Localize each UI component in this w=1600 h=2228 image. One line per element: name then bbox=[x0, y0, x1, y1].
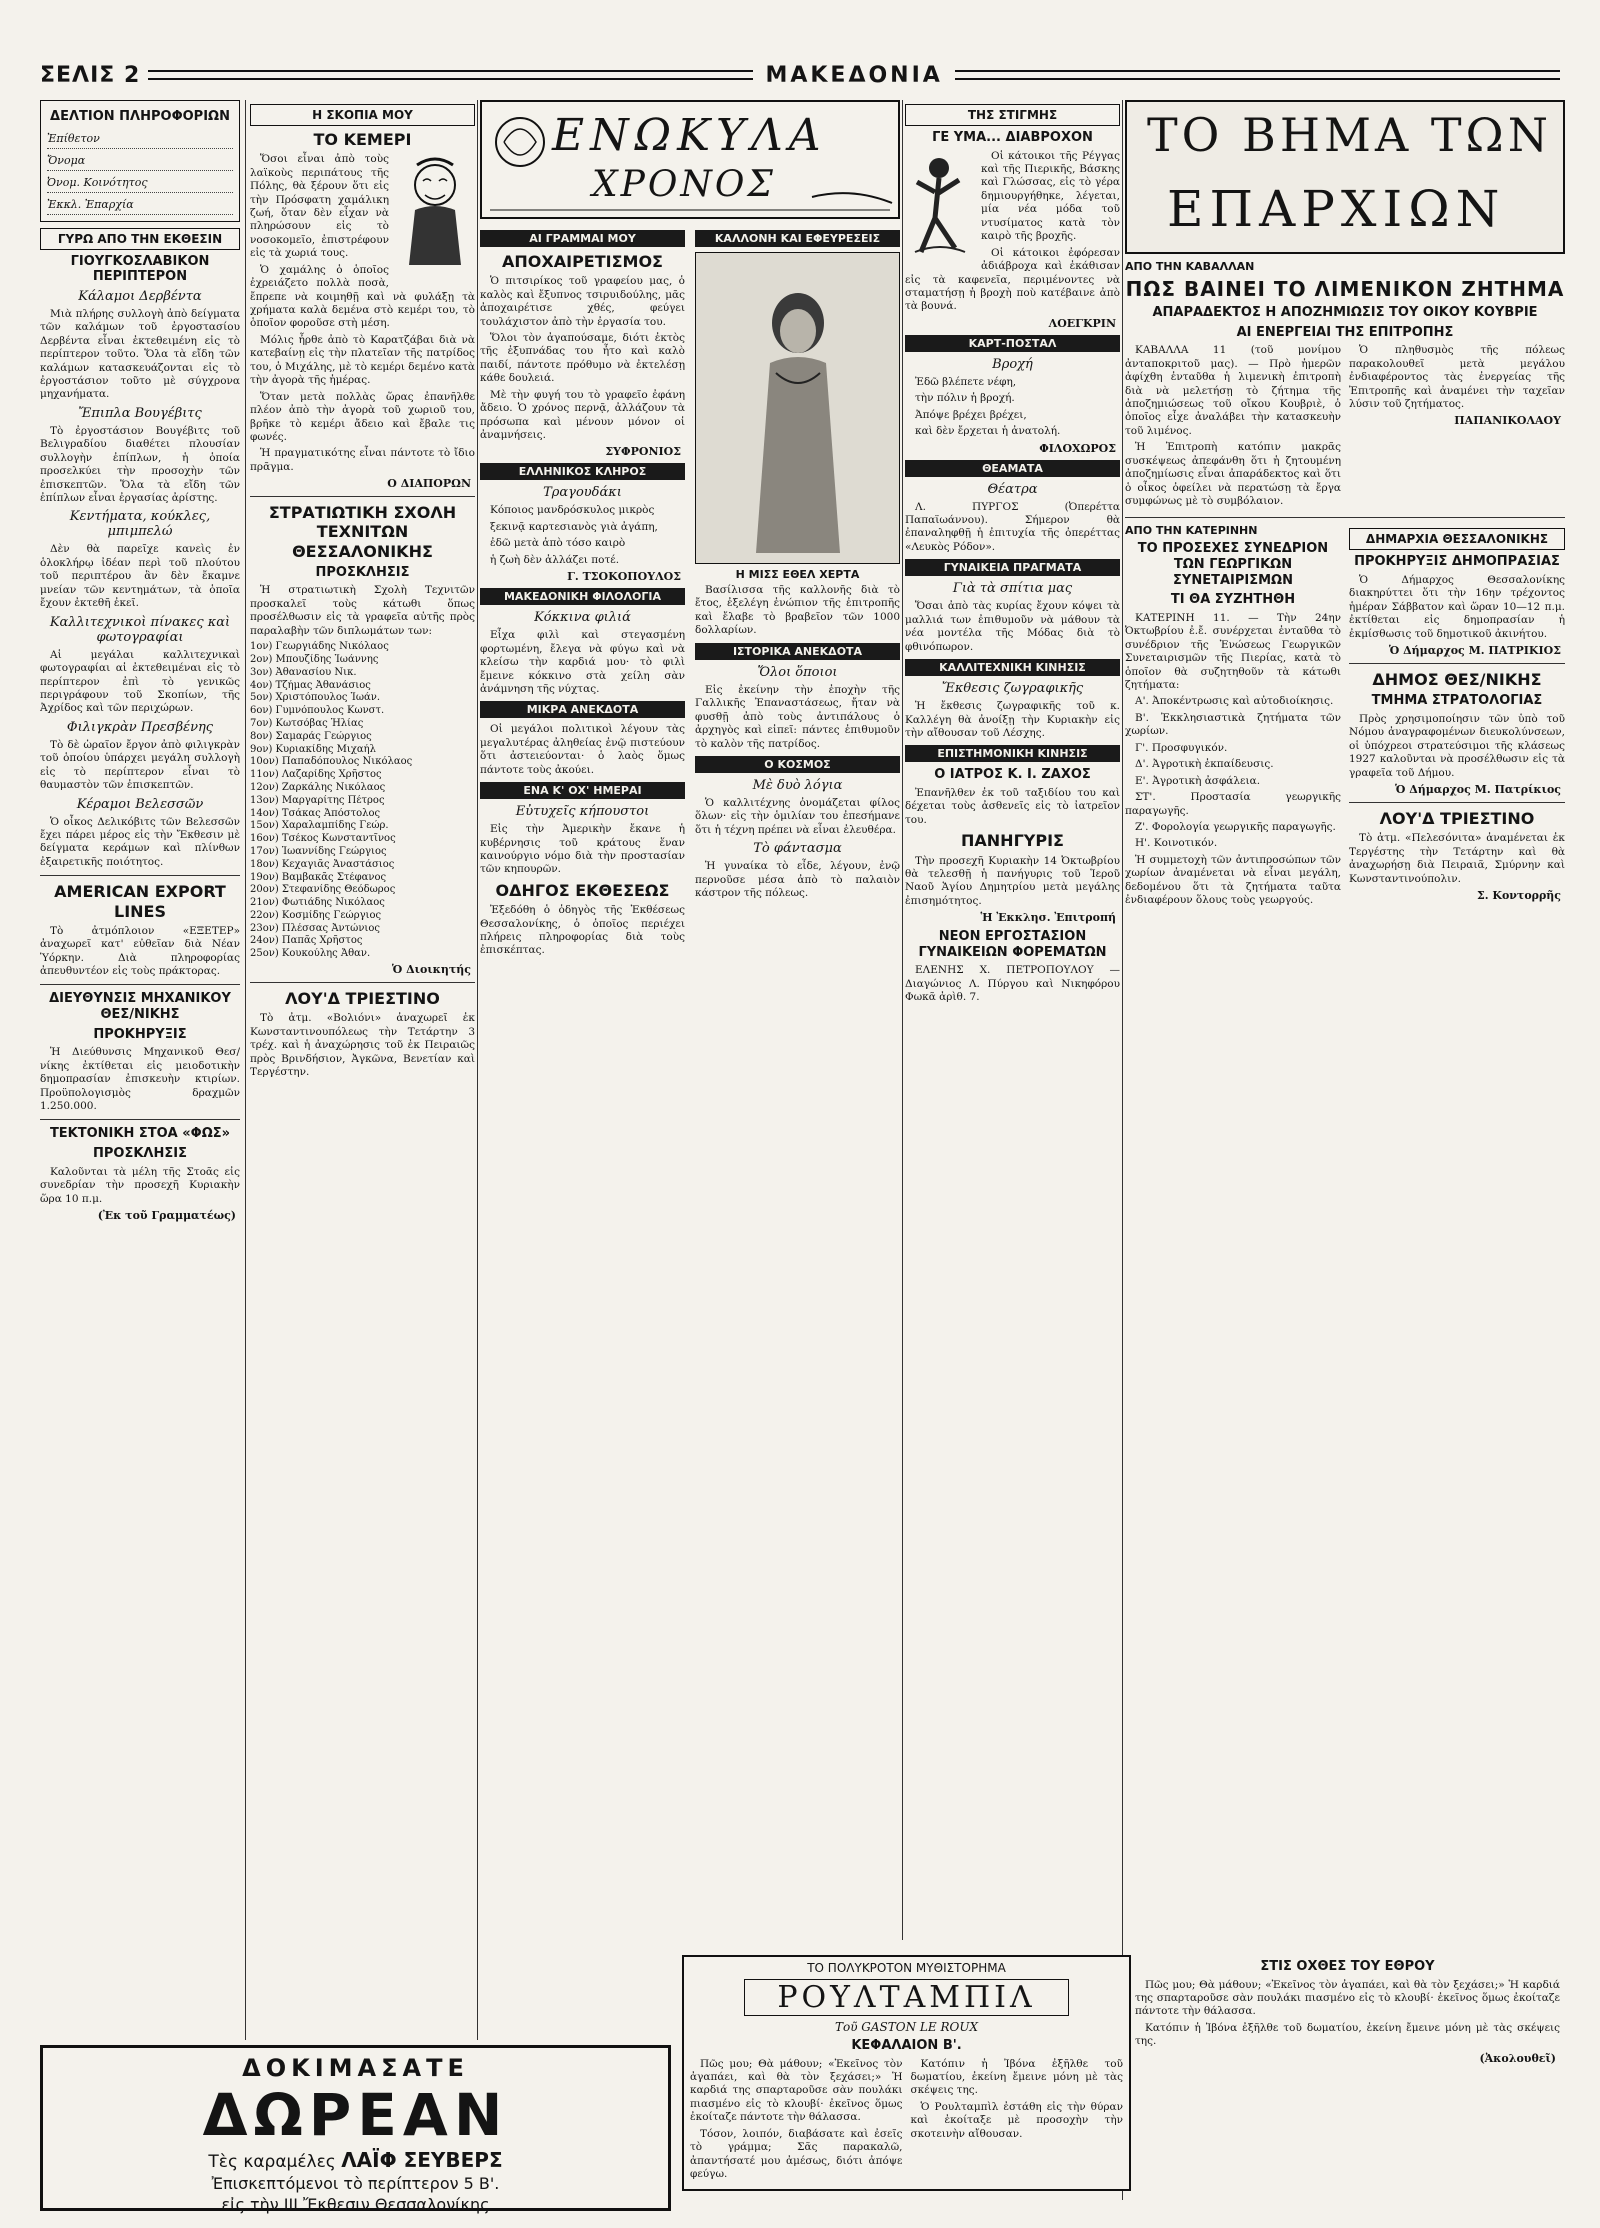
headline: ΠΩΣ ΒΑΙΝΕΙ ΤΟ ΛΙΜΕΝΙΚΟΝ ΖΗΤΗΜΑ bbox=[1125, 277, 1565, 301]
roster-item: 19ον) Βαμβακᾶς Στέφανος bbox=[250, 871, 387, 883]
column-rule bbox=[477, 100, 478, 2040]
article-paragraph: Ἡ γυναίκα τὸ εἶδε, λέγουν, ἐνῷ περνοῦσε μέσα ἀπὸ τὸ παλαιὸν κάστρον τῆς πόλεως. bbox=[695, 860, 900, 900]
article-title: Τραγουδάκι bbox=[543, 485, 622, 501]
section-header: ΚΑΛΛΙΤΕΧΝΙΚΗ ΚΙΝΗΣΙΣ bbox=[905, 659, 1120, 676]
item-text: Τὸ ἐργοστάσιον Βουγέβιτς τοῦ Βελιγραδίου διαθέτει πλουσίαν συλλογὴν ἐπίπλων, ἡ ὁποία προσελκύει τὴν προσοχὴν τῶν ἐπισκεπτῶν. Ὅλα τὰ εἴδη τῶν ἐπίπλων εἶναι ἐργασίας ἀρίστης. bbox=[40, 424, 240, 505]
article-title: Βροχή bbox=[992, 356, 1033, 372]
notice-subtitle: ΠΡΟΣΚΛΗΣΙΣ bbox=[315, 564, 410, 580]
notice-title: ΔΗΜΟΣ ΘΕΣ/ΝΙΚΗΣ bbox=[1372, 670, 1542, 690]
woman-figure-icon bbox=[696, 253, 900, 563]
notice-signature: Ὁ Δήμαρχος Μ. ΠΑΤΡΙΚΙΟΣ bbox=[1389, 644, 1561, 658]
poem-line: ἐδῶ μετὰ ἀπὸ τόσο καιρὸ bbox=[490, 537, 626, 550]
dateline: ΑΠΟ ΤΗΝ ΚΑΤΕΡΙΝΗΝ bbox=[1125, 524, 1258, 538]
serial-paragraph: Κατόπιν ἡ Ἰβόνα ἐξῆλθε τοῦ δωματίου, ἐκείνη ἔμεινε μόνη μὲ τὰς σκέψεις της. bbox=[1135, 2021, 1560, 2048]
portrait-photo bbox=[695, 252, 900, 564]
divider bbox=[40, 1119, 240, 1120]
article-signature: ΣΥΦΡΟΝΙΟΣ bbox=[605, 445, 681, 459]
column-3 bbox=[480, 100, 900, 2190]
column-5 bbox=[1125, 100, 1565, 2190]
column-3-left bbox=[480, 225, 685, 961]
poem-line: καὶ δὲν ἔρχεται ἡ ἀνατολή. bbox=[915, 425, 1061, 438]
article-paragraph: Ὅλοι τὸν ἀγαπούσαμε, διότι ἐκτὸς τῆς ἐξυπνάδας του ἦτο καὶ καλὸ παιδί, πάντοτε πρόθυμο νὰ ἐκτελέσῃ κάθε δουλειά. bbox=[480, 331, 685, 385]
notice-signature: Ὁ Δήμαρχος Μ. Πατρίκιος bbox=[1395, 783, 1561, 797]
article-paragraph: Ἐπανῆλθεν ἐκ τοῦ ταξιδίου του καὶ δέχεται τοὺς ἀσθενεῖς εἰς τὸ ἰατρεῖον του. bbox=[905, 787, 1120, 826]
article-signature: ΦΙΛΟΧΩΡΟΣ bbox=[1039, 441, 1116, 455]
poem-line: Κόποιος μανδρόσκυλος μικρὸς bbox=[490, 504, 655, 517]
section-header: ΑΙ ΓΡΑΜΜΑΙ ΜΟΥ bbox=[480, 230, 685, 247]
ad-subtitle: ΠΡΟΚΗΡΥΞΙΣ bbox=[93, 1026, 187, 1042]
agenda-item: Α'. Ἀποκέντρωσις καὶ αὐτοδιοίκησις. bbox=[1135, 695, 1334, 708]
article-paragraph: Οἱ κάτοικοι ἐφόρεσαν ἀδιάβροχα καὶ ἐκάθισαν εἰς τὰ καφενεῖα, περιμένοντες νὰ σταματήσῃ ἡ βροχὴ ποὺ κατέβαινε ἀπὸ τὰ βουνά. bbox=[905, 246, 1120, 313]
serial-tagline: ΤΟ ΠΟΛΥΚΡΟΤΟΝ ΜΥΘΙΣΤΟΡΗΜΑ bbox=[807, 1961, 1006, 1975]
article-two-columns bbox=[1125, 344, 1565, 511]
article-paragraph: Εἰς τὴν Ἀμερικὴν ἔκανε ἡ κυβέρνησις τοῦ κράτους ἕναν καινούργιο νόμο διὰ τὴν προστασίαν τῶν κηπουρῶν. bbox=[480, 823, 685, 876]
article-paragraph: Ὁ πληθυσμὸς τῆς πόλεως παρακολουθεῖ μετὰ μεγάλου ἐνδιαφέροντος τὰς ἐνεργείας τῆς Ἐπιτροπῆς καὶ ἀναμένει τὴν ταχεῖαν λύσιν τοῦ ζητήματος. bbox=[1349, 344, 1565, 410]
roster-item: 5ον) Χριστόπουλος Ἰωάν. bbox=[250, 692, 381, 704]
ad-brand: ΛΑΪΦ ΣΕΥΒΕΡΣ bbox=[341, 2148, 503, 2172]
roster-item: 22ον) Κοσμίδης Γεώργιος bbox=[250, 909, 382, 921]
article-title: Κόκκινα φιλιά bbox=[534, 610, 631, 626]
roster-item: 16ον) Τσέκος Κωνσταντῖνος bbox=[250, 833, 396, 845]
notice-title: ΣΤΡΑΤΙΩΤΙΚΗ ΣΧΟΛΗ ΤΕΧΝΙΤΩΝ ΘΕΣΣΑΛΟΝΙΚΗΣ bbox=[268, 503, 457, 561]
column-rule bbox=[1122, 100, 1123, 2200]
article-title: ΑΠΟΧΑΙΡΕΤΙΣΜΟΣ bbox=[502, 252, 663, 271]
article-signature: Ἡ Ἐκκλησ. Ἐπιτροπή bbox=[980, 911, 1116, 925]
serial-text-columns bbox=[684, 2058, 1129, 2189]
article-paragraph: ΚΑΒΑΛΛΑ 11 (τοῦ μονίμου ἀνταποκριτοῦ μας). — Πρὸ ἡμερῶν ἀφίχθη ἐνταῦθα ἡ λιμενικὴ ἐπιτροπὴ διὰ νὰ μελετήσῃ τὸ ζήτημα τῆς ἀποζημιώσεως τοῦ οἴκου Κουβριὲ, ὁ ὁποῖος εἶχε ἀναλάβει τὴν κατασκευὴν τοῦ λιμένος. bbox=[1125, 344, 1341, 437]
article-title: Τὸ φάντασμα bbox=[753, 841, 842, 857]
article-paragraph: Ἡ πραγματικότης εἶναι πάντοτε τὸ ἴδιο πρᾶγμα. bbox=[250, 447, 475, 473]
serial-paragraph: Κατόπιν ἡ Ἰβόνα ἐξῆλθε τοῦ δωματίου, ἐκείνη ἔμεινε μόνη μὲ τὰς σκέψεις της. bbox=[910, 2057, 1123, 2097]
column-header: Η ΣΚΟΠΙΑ ΜΟΥ bbox=[250, 104, 475, 126]
masthead-rule-right bbox=[955, 70, 1560, 80]
article-paragraph: Ὅσαι ἀπὸ τὰς κυρίας ἔχουν κόψει τὰ μαλλιά των ἐπιθυμοῦν νὰ μάθουν τὰ νέα μοντέλα τῆς Μόδας διὰ τὸ φθινόπωρον. bbox=[905, 600, 1120, 653]
item-head: Καλλιτεχνικοὶ πίνακες καὶ φωτογραφίαι bbox=[49, 614, 231, 645]
article-paragraph: ΚΑΤΕΡΙΝΗ 11. — Τὴν 24ην Ὀκτωβρίου ἐ.ἔ. συνέρχεται ἐνταῦθα τὸ συνέδριον τῆς Ἑνώσεως Γεωργικῶν Συνεταιρισμῶν τῆς Πιερίας, κατὰ τὸ ὁποῖον θὰ συζητηθοῦν τὰ κάτωθι ζητήματα: bbox=[1125, 611, 1341, 691]
poem-line: Ἐδῶ βλέπετε νέφη, bbox=[915, 375, 1017, 388]
article-paragraph: Ὁ πιτσιρίκος τοῦ γραφείου μας, ὁ καλὸς καὶ ἔξυπνος τσιρυιδούλης, μᾶς ἀποχαιρέτισε χθές, φεύγει τουλάχιστον ἀπὸ τὴν ἐργασία του. bbox=[480, 275, 685, 328]
article-title: Εὐτυχεῖς κήπουστοι bbox=[515, 804, 650, 820]
column-header: ΤΗΣ ΣΤΙΓΜΗΣ bbox=[905, 104, 1120, 126]
roster-item: 20ον) Στεφανίδης Θεόδωρος bbox=[250, 884, 396, 896]
divider bbox=[1125, 517, 1565, 518]
notice-signature: Ὁ Διοικητής bbox=[392, 963, 471, 977]
ad-title: ΤΕΚΤΟΝΙΚΗ ΣΤΟΑ «ΦΩΣ» bbox=[49, 1126, 231, 1142]
subheadline: ΑΠΑΡΑΔΕΚΤΟΣ Η ΑΠΟΖΗΜΙΩΣΙΣ ΤΟΥ ΟΙΚΟΥ ΚΟΥΒΡΙΕ bbox=[1152, 305, 1538, 320]
article-signature: Γ. ΤΣΟΚΟΠΟΥΛΟΣ bbox=[567, 570, 681, 584]
section-header: ΓΥΝΑΙΚΕΙΑ ΠΡΑΓΜΑΤΑ bbox=[905, 559, 1120, 576]
roster-item: 10ον) Παπαδόπουλος Νικόλαος bbox=[250, 756, 413, 768]
roster-item: 8ον) Σαμαράς Γεώργιος bbox=[250, 730, 372, 742]
ad-signature: (Ἐκ τοῦ Γραμματέως) bbox=[97, 1208, 236, 1222]
roster-item: 24ον) Παπᾶς Χρῆστος bbox=[250, 935, 363, 947]
masthead-rule-left bbox=[148, 70, 753, 80]
article-paragraph: Εἰς ἐκείνην τὴν ἐποχὴν τῆς Γαλλικῆς Ἐπαναστάσεως, ἤταν νὰ φυσθῇ ἀπὸ τοὺς ἀντιπάλους ὁ ἀρχηγὸς καὶ εἰπεῖ: πάντες ἐπιθυμοῦν τὸ καλὸν τῆς πατρίδος. bbox=[695, 683, 900, 750]
notice-text: Πρὸς χρησιμοποίησιν τῶν ὑπὸ τοῦ Νόμου ἀναγραφομένων διευκολύνσεων, οἱ ὑπόχρεοι στρατεύσιμοι τῆς κλάσεως 1927 καλοῦνται νὰ προσέλθωσιν εἰς τὰ γραφεῖα τοῦ Δήμου. bbox=[1349, 713, 1565, 779]
divider bbox=[1349, 663, 1565, 664]
masthead bbox=[40, 60, 1560, 90]
form-field-surname[interactable]: Ἐπίθετον bbox=[47, 129, 233, 149]
ad-text: Τὸ ἀτμόπλοιον «ΕΞΕΤΕΡ» ἀναχωρεῖ κατ' εὐθεῖαν διὰ Νέαν Ὑόρκην. Διὰ πληροφορίας ἀπευθυντέον εἰς τοὺς πράκτορας. bbox=[40, 924, 240, 978]
ad-product-text: Τὲς καραμέλες bbox=[208, 2152, 336, 2172]
name-roster bbox=[250, 641, 475, 961]
item-text: Τὸ δὲ ὡραῖον ἔργον ἀπὸ φιλιγκρὰν τοῦ ὁποίου ὑπάρχει μεγάλη συλλογὴ εἰς τὸ περίπτερον εἶναι τὸ θαυμαστὸν τῶν ἐπισκεπτῶν. bbox=[40, 738, 240, 792]
shipping-title: ΛΟΥ'Δ ΤΡΙΕΣΤΙΝΟ bbox=[1379, 809, 1535, 829]
article-title: ΓΕ ΥΜΑ... ΔΙΑΒΡΟΧΟΝ bbox=[932, 130, 1093, 145]
info-form bbox=[40, 100, 240, 222]
roster-item: 11ον) Λαζαρίδης Χρῆστος bbox=[250, 769, 382, 781]
shipping-text: Τὸ ἀτμ. «Πελεσόνιτα» ἀναμένεται ἐκ Τεργέστης τὴν Τετάρτην καὶ θὰ ἀναχωρήσῃ διὰ Πειραιᾶ, Σμύρνην καὶ Κωνσταντινούπολιν. bbox=[1349, 832, 1565, 885]
notice-title: ΠΡΟΚΗΡΥΞΙΣ ΔΗΜΟΠΡΑΣΙΑΣ bbox=[1354, 554, 1560, 570]
serial-novel bbox=[682, 1955, 1131, 2191]
article-title: Γιὰ τὰ σπίτια μας bbox=[952, 581, 1073, 597]
column-4 bbox=[905, 100, 1120, 1550]
form-field-diocese[interactable]: Ἐκκλ. Ἐπαρχία bbox=[47, 195, 233, 215]
item-head: Κάλαμοι Δερβέντα bbox=[78, 288, 202, 304]
roster-item: 25ον) Κουκούλης Ἀθαν. bbox=[250, 948, 371, 960]
column-rule bbox=[245, 100, 246, 2040]
poem-line: Ἀπόψε βρέχει βρέχει, bbox=[915, 408, 1027, 421]
column-rule bbox=[902, 100, 903, 1940]
section-header: ΕΝΑ Κ' ΟΧ' ΗΜΕΡΑΙ bbox=[480, 782, 685, 799]
roster-item: 15ον) Χαραλαμπίδης Γεώρ. bbox=[250, 820, 389, 832]
item-head: Κέραμοι Βελεσσῶν bbox=[76, 796, 204, 812]
agenda-item: ΣΤ'. Προστασία γεωργικῆς παραγωγῆς. bbox=[1125, 791, 1341, 817]
article-signature: ΠΑΠΑΝΙΚΟΛΑΟΥ bbox=[1454, 414, 1561, 428]
roster-item: 23ον) Πλέσσας Ἀντώνιος bbox=[250, 922, 380, 934]
section-title: ΓΙΟΥΓΚΟΣΛΑΒΙΚΟΝ ΠΕΡΙΠΤΕΡΟΝ bbox=[70, 253, 210, 285]
article-title: Ο ΙΑΤΡΟΣ Κ. Ι. ΖΑΧΟΣ bbox=[934, 767, 1091, 783]
item-head: Φιλιγκρὰν Πρεσβένης bbox=[66, 719, 214, 735]
article-paragraph: Ἡ συμμετοχὴ τῶν ἀντιπροσώπων τῶν χωρίων ἀναμένεται νὰ εἶναι μεγάλη, δεδομένου ὅτι τὰ ζητήματα ταῦτα ἐνδιαφέρουν ὅλους τοὺς γεωργούς. bbox=[1125, 853, 1341, 907]
article-paragraph: Ὁ καλλιτέχνης ὀνομάζεται φίλος ὅλων· εἰς τὴν ὁμιλίαν του ἐπεσήμανε ὅτι ἡ τέχνη πρέπει νὰ εἶναι ἐλευθέρα. bbox=[695, 796, 900, 836]
article-title: Ὅλοι ὅποιοι bbox=[757, 664, 838, 680]
photo-text: Βασίλισσα τῆς καλλονῆς διὰ τὸ ἔτος, ἐξελέγη ἐνώπιον τῆς ἐπιτροπῆς καὶ ἔλαβε τὸ βραβεῖον τῶν 1000 δολλαρίων. bbox=[695, 584, 900, 637]
shipping-title: ΛΟΥ'Δ ΤΡΙΕΣΤΙΝΟ bbox=[285, 989, 440, 1009]
ad-free-word: ΔΩΡΕΑΝ bbox=[202, 2081, 509, 2149]
agenda-item: Η'. Κοινοτικόν. bbox=[1135, 837, 1218, 850]
article-paragraph: Οἱ κάτοικοι τῆς Ρέγγας καὶ τῆς Πιερικῆς, Βάσκης καὶ Γλώσσας, εἰς τὸ γέρα δημιουργήθηκε, λέγεται, μία νέα μόδα τοῦ ντυσίματος κατὰ τὸν καιρὸ τῆς βροχῆς. bbox=[981, 149, 1120, 243]
article-paragraph: Ὁ χαμάλης ὁ ὁποῖος ἐχρειάζετο πολλὰ ποσὰ, ἔπρεπε νὰ κοιμηθῇ καὶ νὰ φυλάξῃ τὰ χρήματα καλὰ δεμένα στὸ κεμέρι του, τὸ ὁποῖον φοροῦσε στὴ μέση. bbox=[250, 263, 475, 330]
dateline: ΑΠΟ ΤΗΝ ΚΑΒΑΛΛΑΝ bbox=[1125, 260, 1255, 273]
item-text: Αἱ μεγάλαι καλλιτεχνικαὶ φωτογραφίαι αἱ ἐκτεθειμέναι εἰς τὸ περίπτερον ἐπὶ τὸ γενικῶς περιγράφουν τοῦ Σκοπίων, τῆς Ἀχρίδος καὶ τῶν περιχώρων. bbox=[40, 648, 240, 715]
shipping-signature: Σ. Κοντορρῆς bbox=[1476, 889, 1561, 903]
section-header: ΙΣΤΟΡΙΚΑ ΑΝΕΚΔΟΤΑ bbox=[695, 643, 900, 660]
article-paragraph: Λ. ΠΥΡΓΟΣ (Ὀπερέττα Παπαϊωάννου). Σήμερον θὰ ἐπαναληφθῇ ἡ ἐπιτυχία τῆς ὀπερέττας «Λευκὸς Ρόδον». bbox=[905, 500, 1120, 553]
serial-paragraph: Ὁ Ρουλταμπὶλ ἐστάθη εἰς τὴν θύραν καὶ ἐκοίταξε μὲ προσοχὴν τὴν σκοτεινὴν αἴθουσαν. bbox=[910, 2100, 1123, 2140]
section-header: ΔΗΜΑΡΧΙΑ ΘΕΣΣΑΛΟΝΙΚΗΣ bbox=[1349, 528, 1565, 550]
article-paragraph: Ὅταν μετὰ πολλὰς ὥρας ἐπανῆλθε πλέον ἀπὸ τὴν ἀγορὰ τοῦ χωριοῦ του, βρῆκε τὸ κεμέρι ἄδειο καὶ ἔβαλε τις φωνές. bbox=[250, 390, 475, 443]
serial-paragraph: Τόσον, λοιπόν, διαβάσατε καὶ ἐσεῖς τὸ γράμμα; Σᾶς παρακαλῶ, ἀπαντήσατέ μου ἀμέσως, διότι ἀπόψε φεύγω. bbox=[690, 2127, 903, 2181]
article-title: ΤΟ ΚΕΜΕΡΙ bbox=[313, 130, 412, 149]
article-title: Ἔκθεσις ζωγραφικῆς bbox=[941, 681, 1084, 697]
roster-item: 4ον) Τζήμας Ἀθανάσιος bbox=[250, 679, 371, 691]
ad-exhibition: εἰς τὴν ΙΙΙ Ἔκθεσιν Θεσσαλονίκης bbox=[221, 2195, 490, 2214]
section-header: Ο ΚΟΣΜΟΣ bbox=[695, 756, 900, 773]
decorative-title-top: ΕΝΩΚΥΛΑ bbox=[552, 110, 827, 161]
divider bbox=[250, 982, 475, 983]
article-paragraph: Ἡ Ἐπιτροπὴ κατόπιν μακρᾶς συσκέψεως ἀπεφάνθη ὅτι ἡ ζητουμένη ἀποζημίωσις εἶναι ἀπαράδεκτος καὶ ὅτι ὁ οἶκος ὀφείλει νὰ περατώσῃ τὰ ἔργα συμφώνως μὲ τὸ συμβόλαιον. bbox=[1125, 441, 1341, 507]
article-signature: Ο ΔΙΑΠΟΡΩΝ bbox=[387, 477, 471, 491]
ad-headline: ΔΟΚΙΜΑΣΑΤΕ bbox=[242, 2054, 469, 2082]
divider bbox=[1349, 802, 1565, 803]
agenda-item: Γ'. Προσφυγικόν. bbox=[1135, 741, 1228, 754]
serial-title: ΡΟΥΛΤΑΜΠΙΛ bbox=[744, 1979, 1069, 2016]
item-text: Μιὰ πλήρης συλλογὴ ἀπὸ δείγματα τῶν καλάμων τοῦ ἐργοστασίου Δερβέντα εἶναι ἐκτεθειμένη εἰς τὸ περίπτερον τοῦτο. Ὅλα τὰ εἴδη τῶν καλάμων κατασκευάζονται εἰς τὸ ἐργοστάσιον τοῦτο μὲ σύγχρονα μηχανήματα. bbox=[40, 307, 240, 401]
lower-two-columns bbox=[1125, 524, 1565, 910]
article-paragraph: Μὲ τὴν φυγή του τὸ γραφεῖο ἐφάνη ἄδειο. Ὁ χρόνος περνᾷ, ἀλλάζουν τὰ πρόσωπα καὶ μένουν μόνον οἱ ἀναμνήσεις. bbox=[480, 388, 685, 441]
newspaper-name: ΜΑΚΕΔΟΝΙΑ bbox=[765, 62, 943, 88]
section-header: ΘΕΑΜΑΤΑ bbox=[905, 460, 1120, 477]
roster-item: 9ον) Κυριακίδης Μιχαήλ bbox=[250, 743, 376, 755]
form-field-community[interactable]: Ὀνομ. Κοινότητος bbox=[47, 173, 233, 193]
article-title: Μὲ δυὸ λόγια bbox=[752, 777, 843, 793]
poem-line: ξεκινᾷ καρτεσιανὸς γιὰ ἀγάπη, bbox=[490, 520, 658, 533]
roster-item: 2ον) Μπουζίδης Ἰωάννης bbox=[250, 653, 379, 665]
subheadline: ΤΙ ΘΑ ΣΥΖΗΤΗΘΗ bbox=[1170, 592, 1296, 608]
notice-text: Ὁ Δήμαρχος Θεσσαλονίκης διακηρύττει ὅτι τὴν 16ην τρέχοντος ἡμέραν Σάββατον καὶ ὥραν 10—12 π.μ. ἐκτίθεται εἰς δημοπρασίαν ἡ ἐκμίσθωσις τοῦ δημοτικοῦ ἀκινήτου. bbox=[1349, 574, 1565, 640]
agenda-item: Ζ'. Φορολογία γεωργικῆς παραγωγῆς. bbox=[1135, 820, 1336, 833]
ad-text: Ἡ Διεύθυνσις Μηχανικοῦ Θεσ/νίκης ἐκτίθεται εἰς μειοδοτικὴν δημοπρασίαν ἐπισκευὴν κτιρίων. Προϋπολογισμὸς δραχμῶν 1.250.000. bbox=[40, 1046, 240, 1112]
agenda-item: Β'. Ἐκκλησιαστικὰ ζητήματα τῶν χωρίων. bbox=[1125, 711, 1341, 738]
roster-item: 17ον) Ἰωαννίδης Γεώργιος bbox=[250, 845, 387, 857]
article-paragraph: Ἡ ἔκθεσις ζωγραφικῆς τοῦ κ. Καλλέγη θὰ ἀνοίξῃ τὴν Κυριακὴν εἰς τὴν αἴθουσαν τοῦ Λέσχης. bbox=[905, 700, 1120, 739]
article-title: Θέατρα bbox=[987, 481, 1038, 497]
ad-product-line bbox=[43, 2148, 668, 2172]
roster-item: 14ον) Τσάκας Ἀπόστολος bbox=[250, 807, 381, 819]
serial-paragraph: Πῶς μου; Θὰ μάθουν; «Ἐκεῖνος τὸν ἀγαπάει, καὶ θὰ τὸν ξεχάσει;» Ἡ καρδιά της σπαρταροῦσε σὰν πουλάκι πιασμένο εἰς τὸ κλουβί· ἐκεῖνος ὅμως ἐκοίταζε πάντοτε τὴν θάλασσα. bbox=[690, 2057, 903, 2124]
notice-text: Ἡ στρατιωτικὴ Σχολὴ Τεχνιτῶν προσκαλεῖ τοὺς κάτωθι ὅπως προσέλθωσιν εἰς τὰ γραφεῖα αὐτῆς πρὸς παραλαβὴν τῶν διπλωμάτων των: bbox=[250, 584, 475, 637]
form-title: ΔΕΛΤΙΟΝ ΠΛΗΡΟΦΟΡΙΩΝ bbox=[50, 109, 230, 124]
roster-item: 18ον) Κεχαγιᾶς Ἀναστάσιος bbox=[250, 858, 395, 870]
roster-item: 21ον) Φωτιάδης Νικόλαος bbox=[250, 897, 385, 909]
provinces-header bbox=[1125, 100, 1565, 254]
column-3-right bbox=[695, 225, 900, 904]
divider bbox=[250, 496, 475, 497]
ad-location: Ἐπισκεπτόμενοι τὸ περίπτερον 5 Β'. bbox=[211, 2174, 500, 2193]
decorative-heading bbox=[480, 100, 900, 219]
article-paragraph: Μόλις ἦρθε ἀπὸ τὸ Καρατζάβαι διὰ νὰ κατεβαίνῃ εἰς τὴν πλατεῖαν τῆς πατρίδος του, ὁ Μιχάλης, μὲ τὸ κεμέρι δεμένο κατὰ τὴν ἀγορὰ τῆς ἡμέρας. bbox=[250, 333, 475, 387]
subheadline: ΑΙ ΕΝΕΡΓΕΙΑΙ ΤΗΣ ΕΠΙΤΡΟΠΗΣ bbox=[1236, 324, 1454, 340]
notice-subtitle: ΤΜΗΜΑ ΣΤΡΑΤΟΛΟΓΙΑΣ bbox=[1371, 693, 1543, 709]
photo-caption: Η ΜΙΣΣ ΕΘΕΛ ΧΕΡΤΑ bbox=[735, 568, 860, 581]
serial-subtitle: ΣΤΙΣ ΟΧΘΕΣ ΤΟΥ ΕΘΡΟΥ bbox=[1260, 1959, 1435, 1974]
ad-title: ΔΙΕΥΘΥΝΣΙΣ ΜΗΧΑΝΙΚΟΥ ΘΕΣ/ΝΙΚΗΣ bbox=[49, 991, 231, 1023]
ad-text: ΕΛΕΝΗΣ Χ. ΠΕΤΡΟΠΟΥΛΟΥ — Διαγώνιος Λ. Πύργου καὶ Νικηφόρου Φωκᾶ ἀρὶθ. 7. bbox=[905, 964, 1120, 1004]
decorative-title-bottom: ΧΡΟΝΟΣ bbox=[592, 164, 776, 205]
headline: ΤΟ ΠΡΟΣΕΧΕΣ ΣΥΝΕΔΡΙΟΝ ΤΩΝ ΓΕΩΡΓΙΚΩΝ ΣΥΝΕΤΑΙΡΙΣΜΩΝ bbox=[1137, 541, 1329, 588]
form-field-name[interactable]: Ὄνομα bbox=[47, 151, 233, 171]
roster-item: 12ον) Ζαρκάλης Νικόλαος bbox=[250, 781, 386, 793]
ad-title: AMERICAN EXPORT LINES bbox=[54, 882, 226, 921]
dancing-figure-illustration bbox=[905, 152, 975, 262]
item-head: Κεντήματα, κούκλες, μπιμπελώ bbox=[69, 509, 211, 540]
roster-item: 6ον) Γυμνόπουλος Κωνστ. bbox=[250, 705, 385, 717]
article-paragraph: Τὴν προσεχῆ Κυριακὴν 14 Ὀκτωβρίου θὰ τελεσθῇ ἡ πανήγυρις τοῦ Ἱεροῦ Ναοῦ Ἁγίου Δημητρίου μετὰ μεγάλης ἐπισημότητος. bbox=[905, 854, 1120, 907]
roster-item: 13ον) Μαργαρίτης Πέτρος bbox=[250, 794, 385, 806]
section-header: ΜΙΚΡΑ ΑΝΕΚΔΟΤΑ bbox=[480, 701, 685, 718]
article-signature: ΛΟΕΓΚΡΙΝ bbox=[1048, 316, 1116, 330]
agenda-item: Ε'. Ἀγροτικὴ ἀσφάλεια. bbox=[1135, 774, 1261, 787]
section-header: ΜΑΚΕΔΟΝΙΚΗ ΦΙΛΟΛΟΓΙΑ bbox=[480, 588, 685, 605]
section-header: ΕΠΙΣΤΗΜΟΝΙΚΗ ΚΙΝΗΣΙΣ bbox=[905, 745, 1120, 762]
roster-item: 7ον) Κωτσόβας Ἡλίας bbox=[250, 717, 364, 729]
caricature-illustration bbox=[395, 155, 475, 275]
article-paragraph: Ἐξεδόθη ὁ ὁδηγὸς τῆς Ἐκθέσεως Θεσσαλονίκης, ὁ ὁποῖος περιέχει πλήρεις πληροφορίας διὰ τοὺς ἐπισκέπτας. bbox=[480, 904, 685, 957]
serial-signature: (Ἀκολουθεῖ) bbox=[1479, 2051, 1556, 2065]
article-paragraph: Οἱ μεγάλοι πολιτικοὶ λέγουν τὰς μεγαλυτέρας ἀληθείας ἐνῷ πιστεύουν ὅτι ἀστειεύονται· ὁ λαὸς ὅμως πάντοτε τοὺς ἀκούει. bbox=[480, 723, 685, 776]
article-paragraph: Ὅσοι εἶναι ἀπὸ τοὺς λαϊκοὺς περιπάτους τῆς Πόλης, θὰ ξέρουν ὅτι εἰς τὴν Πρόσφατη χαμάλικη ζωή, ὅταν δὲν εἶχαν νὰ πληρώσουν εἰς τὸ νοσοκομεῖο, ἐπιστρέφουν εἰς τὰ χωριά τους. bbox=[250, 153, 389, 260]
provinces-title-bottom: ΕΠΑΡΧΙΩΝ bbox=[1167, 180, 1506, 238]
poem-line: ἡ ζωὴ δὲν ἀλλάζει ποτέ. bbox=[490, 553, 620, 566]
serial-paragraph: Πῶς μου; Θὰ μάθουν; «Ἐκεῖνος τὸν ἀγαπάει, καὶ θὰ τὸν ξεχάσει;» Ἡ καρδιά της σπαρταροῦσε σὰν πουλάκι πιασμένο εἰς τὸ κλουβί· ἐκεῖνος ὅμως ἐκοίταζε πάντοτε τὴν θάλασσα. bbox=[1135, 1978, 1560, 2018]
item-text: Δὲν θὰ παρεῖχε κανεὶς ἐν ὁλοκλήρῳ ἰδέαν περὶ τοῦ πλούτου τοῦ περιπτέρου ἂν δὲν ἔκαμνε μνείαν τῶν κεντημάτων, τὰ ὁποῖα ἔχουν ἐκτεθῆ ἐκεῖ. bbox=[40, 543, 240, 610]
divider bbox=[40, 984, 240, 985]
candy-advertisement bbox=[40, 2045, 671, 2214]
divider bbox=[40, 875, 240, 876]
article-title: ΠΑΝΗΓΥΡΙΣ bbox=[961, 831, 1064, 851]
article-paragraph: Εἶχα φιλὶ καὶ στεγασμένη φορτωμένη, ἔλεγα νὰ φύγω καὶ νὰ κλείσω τὴν καρδιά μου· τὸ φιλὶ ἔμεινε κόκκινο στὰ χείλη σὰν ἀνάμνηση τῆς νύχτας. bbox=[480, 629, 685, 695]
serial-continuation bbox=[1135, 1955, 1560, 2205]
agenda-item: Δ'. Ἀγροτικὴ ἐκπαίδευσις. bbox=[1135, 758, 1274, 771]
page-number: ΣΕΛΙΣ 2 bbox=[40, 62, 141, 88]
column-1 bbox=[40, 100, 240, 2040]
ad-subtitle: ΠΡΟΣΚΛΗΣΙΣ bbox=[93, 1146, 187, 1162]
column-2 bbox=[250, 100, 475, 1990]
shipping-text: Τὸ ἀτμ. «Βολιόνι» ἀναχωρεῖ ἐκ Κωνσταντινουπόλεως τὴν Τετάρτην 3 τρέχ. καὶ ἡ ἀναχώρησις τοῦ ἐκ Πειραιῶς πρὸς Βρινδήσιον, Ἀγκῶνα, Βενετίαν καὶ Τεργέστην. bbox=[250, 1012, 475, 1079]
item-head: Ἔπιπλα Βουγέβιτς bbox=[78, 405, 202, 421]
section-header: ΕΛΛΗΝΙΚΟΣ ΚΛΗΡΟΣ bbox=[480, 463, 685, 480]
roster-item: 1ον) Γεωργιάδης Νικόλαος bbox=[250, 641, 389, 653]
item-text: Ὁ οἶκος Δελικόβιτς τῶν Βελεσσῶν ἔχει πάρει μέρος εἰς τὴν Ἔκθεσιν μὲ δείγματα κεράμων καὶ πλίνθων ἐξαιρετικῆς ποιότητος. bbox=[40, 815, 240, 868]
section-header: ΚΑΛΛΟΝΗ ΚΑΙ ΕΦΕΥΡΕΣΕΙΣ bbox=[695, 230, 900, 247]
section-header: ΚΑΡΤ-ΠΟΣΤΑΛ bbox=[905, 335, 1120, 352]
section-header: ΓΥΡΩ ΑΠΟ ΤΗΝ ΕΚΘΕΣΙΝ bbox=[40, 228, 240, 250]
roster-item: 3ον) Ἀθανασίου Νικ. bbox=[250, 666, 357, 678]
serial-chapter: ΚΕΦΑΛΑΙΟΝ Β'. bbox=[851, 2038, 962, 2053]
ad-text: Καλοῦνται τὰ μέλη τῆς Στοᾶς εἰς συνεδρίαν τὴν προσεχῆ Κυριακὴν ὥρα 10 π.μ. bbox=[40, 1165, 240, 1205]
article-title: ΟΔΗΓΟΣ ΕΚΘΕΣΕΩΣ bbox=[495, 880, 670, 900]
provinces-title-top: ΤΟ ΒΗΜΑ ΤΩΝ bbox=[1147, 108, 1552, 162]
ad-title: ΝΕΟΝ ΕΡΓΟΣΤΑΣΙΟΝ ΓΥΝΑΙΚΕΙΩΝ ΦΟΡΕΜΑΤΩΝ bbox=[918, 929, 1107, 960]
serial-author: Τοῦ GASTON LE ROUX bbox=[834, 2020, 979, 2034]
poem-line: τὴν πόλιν ἡ βροχή. bbox=[915, 392, 1015, 405]
